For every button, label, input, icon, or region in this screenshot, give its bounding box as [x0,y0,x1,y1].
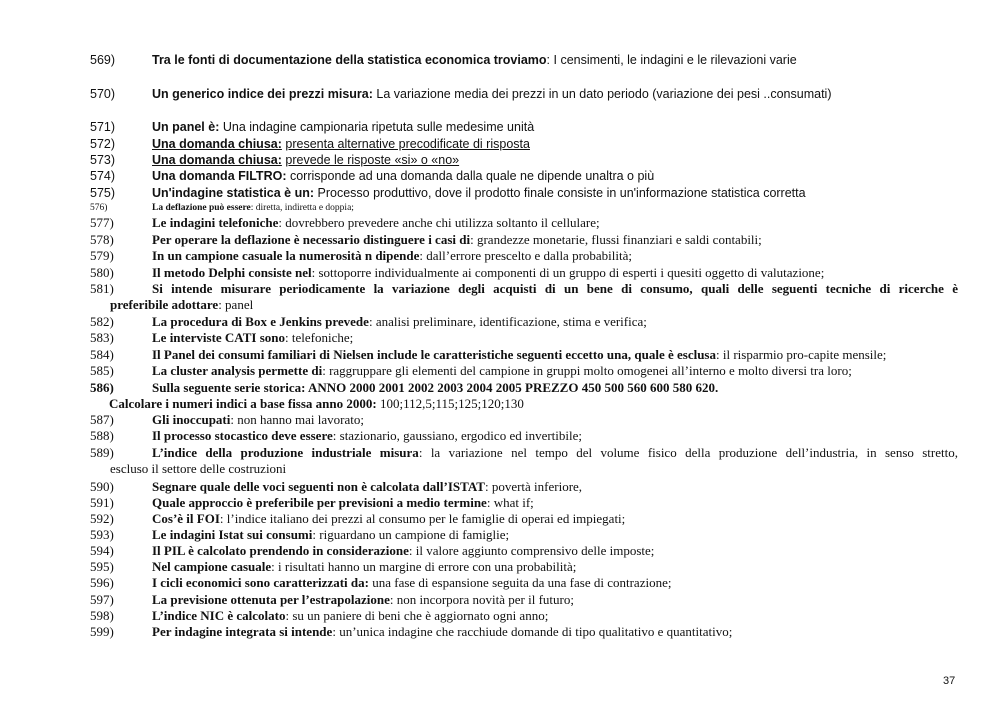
answer-text: su un paniere di beni che è aggiornato ogni anno; [292,608,549,623]
answer-text-continued: : panel [218,297,254,312]
separator: : [486,495,494,510]
question-label: Nel campione casuale [152,559,272,574]
question-text [152,232,762,248]
question-text [152,380,718,396]
answer-text: dall’errore prescelto e dalla probabilità; [426,248,632,263]
separator: : [418,445,431,460]
question-number: 593) [90,527,114,542]
question-label: Una domanda chiusa: [152,137,282,151]
question-label: Per indagine integrata si intende [152,624,333,639]
question-text [152,575,671,591]
answer-text: stazionario, gaussiano, ergodico ed invertibile; [339,428,583,443]
question-text [152,314,647,330]
question-label: Il processo stocastico deve essere [152,428,333,443]
answer-text: sottoporre individualmente ai componenti di un gruppo di esperti i quesiti oggetto di valutazione; [318,265,825,280]
separator: : [285,608,293,623]
question-number: 590) [90,479,114,494]
question-text [152,185,806,201]
question-number: 581) [90,281,114,296]
question-text [152,479,582,495]
question-number: 575) [90,186,116,200]
question-text [152,152,459,168]
question-label: Quale approccio è preferibile per previsioni a medio termine [152,495,487,510]
question-number: 578) [90,232,114,247]
separator: : [311,265,319,280]
question-number: 569) [90,53,116,67]
question-text [152,527,509,543]
separator: : [484,479,492,494]
question-label: Le indagini Istat sui consumi [152,527,313,542]
separator: : [368,314,376,329]
question-label: Un'indagine statistica è un: [152,186,315,200]
question-label: L’indice della produzione industriale misura [152,445,419,460]
question-continuation [110,297,253,313]
question-label: I cicli economici sono caratterizzati da: [152,575,369,590]
question-label: Il Panel dei consumi familiari di Nielsen include le caratteristiche seguenti eccetto una, quale è esclusa [152,347,716,362]
separator: : [332,624,340,639]
question-text [152,559,576,575]
question-text [152,330,353,346]
question-number: 584) [90,347,114,362]
separator: : [419,248,427,263]
answer-text: analisi preliminare, identificazione, stima e verifica; [375,314,647,329]
answer-text: La variazione media dei prezzi in un dato periodo (variazione dei pesi ..consumati) [376,87,832,101]
answer-text: non hanno mai lavorato; [237,412,364,427]
question-number: 582) [90,314,114,329]
question-text [152,202,354,214]
question-label: La procedura di Box e Jenkins prevede [152,314,369,329]
question-number: 574) [90,169,116,183]
separator: : [389,592,397,607]
question-label-continued: Calcolare i numeri indici a base fissa anno 2000: [109,396,377,411]
separator: : [250,203,256,213]
question-continuation [110,461,286,477]
separator: : [230,412,238,427]
question-text [152,52,797,68]
question-label-continued: preferibile adottare [110,297,219,312]
answer-text: dovrebbero prevedere anche chi utilizza soltanto il cellulare; [285,215,600,230]
question-label: Segnare quale delle voci seguenti non è calcolata dall’ISTAT [152,479,485,494]
question-text [152,428,582,444]
question-text [152,215,600,231]
question-number: 580) [90,265,114,280]
answer-text: non incorpora novità per il futuro; [396,592,574,607]
question-text [152,119,534,135]
answer-text: presenta alternative precodificate di risposta [285,137,530,151]
answer-text: Una indagine campionaria ripetuta sulle medesime unità [222,120,535,134]
question-number: 573) [90,153,116,167]
answer-text: povertà inferiore, [491,479,583,494]
answer-text: diretta, indiretta e doppia; [255,203,354,213]
answer-text: raggruppare gli elementi del campione in gruppi molto omogenei all’interno e molto diversi tra loro; [329,363,852,378]
question-text [152,511,625,527]
answer-text: Processo produttivo, dove il prodotto finale consiste in un'informazione statistica corretta [317,186,806,200]
question-number: 591) [90,495,114,510]
question-number: 594) [90,543,114,558]
answer-text: i risultati hanno un margine di errore con una probabilità; [278,559,577,574]
question-text [152,608,548,624]
answer-text: what if; [493,495,534,510]
question-number: 588) [90,428,114,443]
question-text [152,495,534,511]
question-label: Per operare la deflazione è necessario distinguere i casi di [152,232,471,247]
answer-text: l’indice italiano dei prezzi al consumo per le famiglie di operai ed impiegati; [226,511,626,526]
question-number: 571) [90,120,116,134]
question-number: 596) [90,575,114,590]
answer-text: un’unica indagine che racchiude domande di tipo qualitativo e quantitativo; [339,624,733,639]
question-label: Tra le fonti di documentazione della statistica economica troviamo [152,53,547,67]
question-text [152,412,364,428]
question-label: La deflazione può essere [152,203,251,213]
question-label: Il PIL è calcolato prendendo in considerazione [152,543,409,558]
separator: : [278,215,286,230]
question-label: Un panel è: [152,120,220,134]
question-text [152,445,958,461]
question-number: 579) [90,248,114,263]
answer-text: il risparmio pro-capite mensile; [722,347,887,362]
question-label: Il metodo Delphi consiste nel [152,265,312,280]
question-text [152,624,732,640]
question-number: 589) [90,445,114,460]
question-number: 599) [90,624,114,639]
answer-text-continued: 100;112,5;115;125;120;130 [376,396,524,411]
question-label: Una domanda FILTRO: [152,169,287,183]
question-label: Sulla seguente serie storica: ANNO 2000 2001 2002 2003 2004 2005 PREZZO 450 500 560 600 580 620. [152,380,719,395]
question-number: 577) [90,215,114,230]
separator: : [716,347,723,362]
question-label: Una domanda chiusa: [152,153,282,167]
question-text [152,281,958,297]
question-number: 586) [90,380,114,395]
question-text [152,168,654,184]
question-number: 598) [90,608,114,623]
answer-text: riguardano un campione di famiglie; [319,527,510,542]
separator: : [285,330,292,345]
question-text [152,248,632,264]
answer-text: il valore aggiunto comprensivo delle imposte; [415,543,655,558]
separator: : [546,53,554,67]
question-label: Si intende misurare periodicamente la variazione degli acquisti di un bene di consumo, quali delle seguenti tecniche di ricerche è [152,281,958,296]
separator: : [322,363,330,378]
question-number: 587) [90,412,114,427]
question-number: 595) [90,559,114,574]
question-label: La cluster analysis permette di [152,363,323,378]
page-number: 37 [943,675,956,687]
question-text [152,363,852,379]
question-number: 570) [90,87,116,101]
question-text [152,265,824,281]
separator: : [408,543,416,558]
separator: : [470,232,477,247]
question-text [152,347,886,363]
answer-text: prevede le risposte «si» o «no» [285,153,460,167]
answer-text: telefoniche; [291,330,354,345]
separator: : [219,511,227,526]
separator: : [312,527,320,542]
question-label: Gli inoccupati [152,412,231,427]
question-label: La previsione ottenuta per l’estrapolazione [152,592,390,607]
separator: : [332,428,340,443]
question-number: 585) [90,363,114,378]
question-number: 597) [90,592,114,607]
question-text [152,543,654,559]
question-label: Un generico indice dei prezzi misura: [152,87,373,101]
question-text [152,86,832,102]
answer-text: la variazione nel tempo del volume fisico della produzione dell’industria, in senso stretto, [430,445,958,460]
question-label: Cos’è il FOI [152,511,220,526]
answer-text: corrisponde ad una domanda dalla quale ne dipende unaltra o più [289,169,655,183]
question-number: 583) [90,330,114,345]
question-number: 592) [90,511,114,526]
question-text [152,136,530,152]
question-number: 576) [90,203,108,213]
question-label: In un campione casuale la numerosità n dipende [152,248,420,263]
answer-text: una fase di espansione seguita da una fase di contrazione; [372,575,672,590]
answer-text: grandezze monetarie, flussi finanziari e saldi contabili; [476,232,762,247]
question-text [152,592,574,608]
question-continuation [109,396,524,412]
question-number: 572) [90,137,116,151]
question-label: L’indice NIC è calcolato [152,608,286,623]
answer-text-continued: escluso il settore delle costruzioni [110,461,287,476]
separator: : [271,559,279,574]
question-label: Le indagini telefoniche [152,215,279,230]
question-label: Le interviste CATI sono [152,330,286,345]
answer-text: I censimenti, le indagini e le rilevazioni varie [553,53,797,67]
